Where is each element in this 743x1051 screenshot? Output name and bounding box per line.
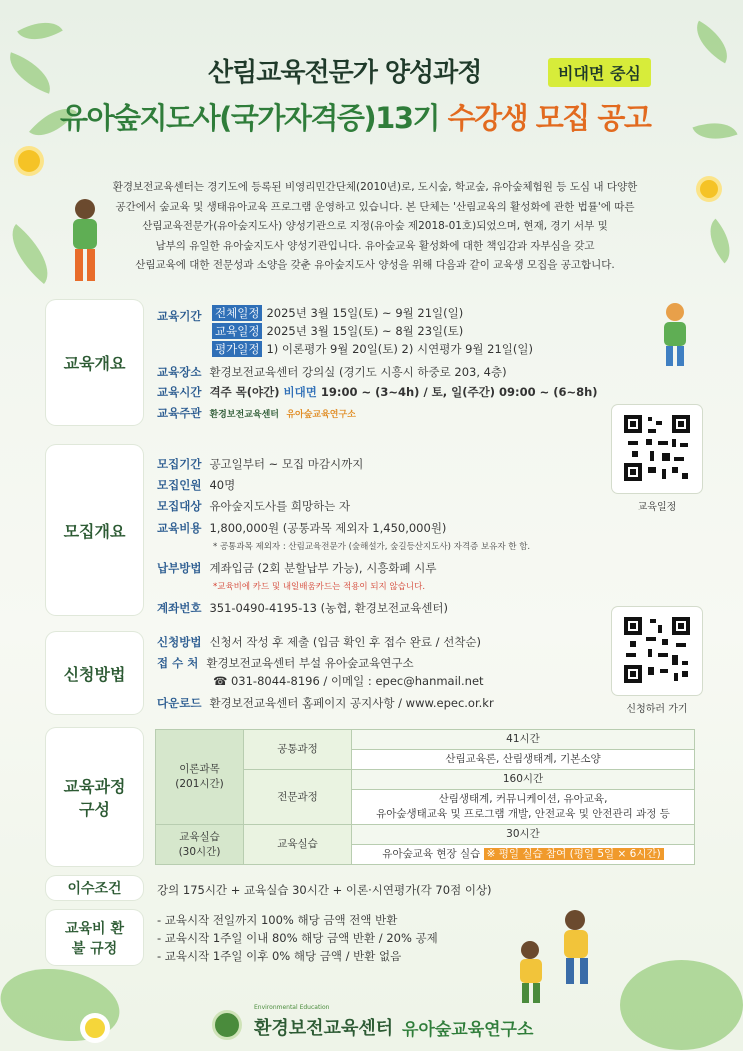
place-row: [157, 364, 507, 380]
period-education-text: 2025년 3월 15일(토) ~ 8월 23일(토): [266, 324, 464, 338]
course-common-detail: 산림교육론, 산림생태계, 기본소양: [352, 750, 695, 770]
time-row: [157, 384, 598, 400]
recruit-value: 유아숲지도사를 희망하는 자: [209, 499, 351, 513]
tag-total: 전체일정: [212, 305, 262, 321]
course-practice-hours: 30시간: [352, 825, 695, 845]
intro-line: 남부의 유일한 유아숲지도사 양성기관입니다. 유아숲교육 활성화에 대한 책임감과 자부심을 갖고: [155, 239, 595, 252]
method-key: 신청방법: [157, 635, 202, 649]
flower-icon: [18, 150, 40, 172]
intro-line: 공간에서 숲교육 및 생태유아교육 프로그램 운영하고 있습니다. 본 단체는 '산림교육의 활성화에 관한 법률'에 따른: [115, 200, 635, 213]
online-badge: 비대면 중심: [548, 58, 651, 87]
payment-value: 계좌입금 (2회 분할납부 가능), 시흥화폐 시루: [209, 561, 437, 575]
flower-icon: [85, 1018, 105, 1038]
course-practice-detail: [352, 845, 695, 865]
footer-org2: 유아숲교육연구소: [402, 1020, 534, 1040]
host-key: 교육주관: [157, 406, 202, 420]
qr-code-apply[interactable]: [622, 615, 692, 685]
course-practice-sub: 교육실습: [244, 825, 352, 865]
course-table: [155, 729, 695, 865]
recruit-row: [157, 477, 235, 493]
refund-item: - 교육시작 1주일 이내 80% 해당 금액 반환 / 20% 공제: [157, 931, 438, 945]
decorative-leaf: [687, 21, 737, 64]
decorative-leaf: [0, 224, 62, 284]
course-common: 공통과정: [244, 730, 352, 770]
period-total-text: 2025년 3월 15일(토) ~ 9월 21일(일): [266, 306, 464, 320]
host-org2: 유아숲교육연구소: [286, 410, 356, 420]
section-label-course: 교육과정 구성: [46, 728, 143, 866]
epec-logo: [212, 1010, 242, 1040]
payment-key: 납부방법: [157, 561, 202, 575]
qr-apply-caption: 신청하러 가기: [626, 704, 688, 715]
account-key: 계좌번호: [157, 601, 202, 615]
decorative-leaf: [692, 114, 737, 148]
course-practice: 교육실습 (30시간): [156, 825, 244, 865]
decorative-leaf: [2, 52, 58, 94]
recruit-row: [157, 498, 350, 514]
payment-note: *교육비에 카드 및 내일배움카드는 적용이 되지 않습니다.: [213, 582, 426, 592]
recruit-value: 공고일부터 ~ 모집 마감시까지: [209, 457, 364, 471]
course-special-detail-line: 산림생태계, 커뮤니케이션, 유아교육,: [438, 793, 608, 805]
download-value[interactable]: 환경보전교육센터 홈페이지 공지사항 / www.epec.or.kr: [209, 696, 494, 710]
recruit-value: 1,800,000원 (공통과목 제외자 1,450,000원): [209, 521, 447, 535]
course-special-detail: [352, 790, 695, 825]
section-label-recruit: 모집개요: [46, 445, 143, 615]
child-illustration: [650, 300, 700, 370]
decorative-leaf: [0, 960, 125, 1050]
section-label-apply: 신청방법: [46, 632, 143, 714]
refund-item: - 교육시작 1주일 이후 0% 해당 금액 / 반환 없음: [157, 949, 402, 963]
child-illustration: [60, 195, 110, 285]
sub-title: [60, 96, 650, 137]
recruit-key: 교육비용: [157, 521, 202, 535]
recruit-value: 40명: [209, 478, 236, 492]
decorative-leaf: [699, 219, 742, 264]
contact-row: ☎ 031-8044-8196 / 이메일 : epec@hanmail.net: [213, 674, 484, 688]
section-label-refund: 교육비 환불 규정: [46, 910, 143, 965]
recruit-row: [157, 520, 446, 536]
period-key: 교육기간: [157, 309, 202, 323]
intro-line: 산림교육에 대한 전문성과 소양을 갖춘 유아숲지도사 양성을 위해 다음과 같이 교육생 모집을 공고합니다.: [135, 259, 615, 271]
time-schedule: 19:00 ~ (3~4h) / 토, 일(주간) 09:00 ~ (6~8h): [316, 385, 598, 399]
period-evaluation-text: 1) 이론평가 9월 20일(토) 2) 시연평가 9월 21일(일): [266, 342, 534, 356]
section-label-completion: 이수조건: [46, 876, 143, 900]
flower-icon: [700, 180, 718, 198]
qr-code-schedule[interactable]: [622, 413, 692, 483]
decorative-leaf: [17, 11, 63, 50]
children-illustration: [500, 900, 620, 1010]
footer-small-text: Environmental Education: [254, 1004, 330, 1011]
download-key: 다운로드: [157, 696, 202, 710]
tag-education: 교육일정: [212, 323, 262, 339]
method-value: 신청서 작성 후 제출 (입금 확인 후 접수 완료 / 선착순): [209, 635, 482, 649]
sub-title-course: 유아숲지도사(국가자격증)13기: [60, 101, 440, 135]
section-label-overview: 교육개요: [46, 300, 143, 425]
account-row: [157, 600, 448, 616]
intro-paragraph: [110, 178, 640, 276]
place-key: 교육장소: [157, 365, 202, 379]
recruit-row: [157, 456, 363, 472]
course-special-detail-line: 유아숲생태교육 및 프로그램 개발, 안전교육 및 안전관리 과정 등: [376, 808, 670, 820]
period-row: [157, 308, 209, 324]
time-online: 비대면: [279, 385, 317, 399]
time-key: 교육시간: [157, 385, 202, 399]
method-row: [157, 634, 481, 650]
period-total: [212, 305, 463, 321]
tag-evaluation: 평가일정: [212, 341, 262, 357]
course-common-hours: 41시간: [352, 730, 695, 750]
recruit-key: 모집기간: [157, 457, 202, 471]
payment-row: [157, 560, 437, 576]
host-row: [157, 405, 356, 421]
recruit-key: 모집인원: [157, 478, 202, 492]
course-special-hours: 160시간: [352, 770, 695, 790]
footer-org1: 환경보전교육센터: [254, 1018, 394, 1039]
course-special: 전문과정: [244, 770, 352, 825]
period-evaluation: [212, 341, 533, 357]
decorative-leaf: [620, 960, 743, 1050]
account-value: 351-0490-4195-13 (농협, 환경보전교육센터): [209, 601, 449, 615]
sub-title-recruit: 수강생 모집 공고: [439, 101, 651, 135]
place-value: 환경보전교육센터 강의실 (경기도 시흥시 하중로 203, 4층): [209, 365, 507, 379]
period-education: [212, 323, 463, 339]
host-org1: 환경보전교육센터: [209, 410, 279, 420]
reception-value: 환경보전교육센터 부설 유아숲교육연구소: [206, 656, 414, 670]
intro-line: 환경보전교육센터는 경기도에 등록된 비영리민간단체(2010년)로, 도시숲, 학교숲, 유아숲체험원 등 도심 내 다양한: [112, 181, 638, 193]
reception-key: 접 수 처: [157, 656, 199, 670]
course-theory: 이론과목 (201시간): [156, 730, 244, 825]
completion-text: 강의 175시간 + 교육실습 30시간 + 이론·시연평가(각 70점 이상): [157, 883, 492, 897]
download-row: [157, 695, 494, 711]
refund-item: - 교육시작 전일까지 100% 해당 금액 전액 반환: [157, 913, 398, 927]
qr-schedule-caption: 교육일정: [637, 502, 677, 513]
time-weekday: 격주 목(야간): [209, 385, 280, 399]
main-title: 산림교육전문가 양성과정: [208, 58, 482, 88]
intro-line: 산림교육전문가(유아숲지도사) 양성기관으로 지정(유아숲 제2018-01호)되었으며, 현재, 경기 서부 및: [142, 220, 608, 232]
recruit-key: 모집대상: [157, 499, 202, 513]
course-practice-detail-text: 유아숲교육 현장 실습: [382, 848, 481, 860]
reception-row: [157, 655, 414, 671]
course-practice-highlight: ※ 평일 실습 참여 (평일 5일 × 6시간): [484, 848, 664, 860]
fee-note: * 공통과목 제외자 : 산림교육전문가 (숲해설가, 숲길등산지도사) 자격증 보유자 한 함.: [213, 542, 531, 552]
